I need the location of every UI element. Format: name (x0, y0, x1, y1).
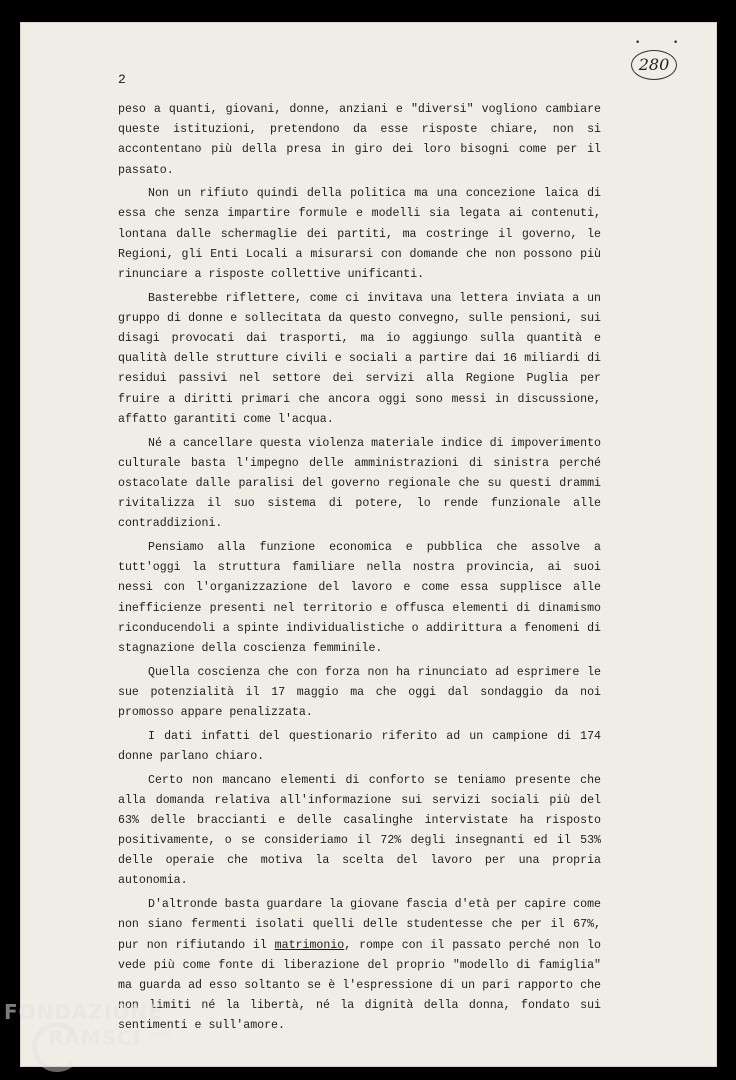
text-line: promosso appare penalizzata. (118, 705, 313, 719)
watermark-line-2: RAMSCI (48, 1026, 142, 1050)
text-line: delle operaie che motiva la scelta del lavoro per una propria (118, 854, 601, 868)
text-line: Non un rifiuto quindi della politica ma una concezione laica di (148, 187, 601, 201)
text-line: lontana dalle schermaglie dei partiti, ma costringe il governo, le (118, 227, 601, 241)
text-line: peso a quanti, giovani, donne, anziani e "diversi" vogliono cambiare (118, 103, 601, 116)
text-line: 63% delle braccianti e delle casalinghe intervistate ha risposto (118, 813, 601, 827)
text-line: qualità delle strutture civili e sociali a partire dai 16 miliardi di (118, 352, 601, 366)
text-line: queste istituzioni, pretendono da esse risposte chiare, non si (118, 123, 601, 137)
text-line: rinunciare a risposte collettive unificanti. (118, 268, 425, 281)
text-line: residui passivi nel settore dei servizi alla Regione Puglia per (118, 372, 601, 386)
watermark-line-1: FONDAZIONE (4, 1000, 163, 1024)
text-line: ma guarda ad esso soltanto se è l'espressione di un pari rapporto che (118, 978, 601, 992)
text-line: ostacolate dalle paralisi del governo regionale che su questi drammi (118, 476, 601, 490)
watermark-logo-icon (32, 1022, 82, 1072)
page-number: 2 (118, 72, 126, 87)
text-line: Né a cancellare questa violenza materiale indice di impoverimento (148, 436, 601, 450)
text-line: vede più come fonte di liberazione del proprio "modello di famiglia" (118, 958, 601, 972)
document-page (20, 22, 717, 1067)
text-line: riconducendoli a spinte individualistiche o addirittura a fenomeni di (118, 621, 601, 635)
text-line: I dati infatti del questionario riferito ad un campione di 174 (148, 729, 601, 743)
text-line: non siano fermenti isolati quelli delle studentesse che per il 67%, (118, 918, 601, 932)
watermark-line-3: onlus (148, 1030, 173, 1040)
text-line: accontentano più della presa in giro dei loro bisogni come per il (118, 143, 601, 157)
text-line: Pensiamo alla funzione economica e pubblica che assolve a (148, 540, 601, 554)
text-line: passato. (118, 163, 174, 177)
text-line: disagi provocati dai trasporti, ma io aggiungo sulla quantità e (118, 332, 601, 346)
watermark (4, 1000, 173, 1050)
text-line: Quella coscienza che con forza non ha rinunciato ad esprimere le (148, 665, 601, 679)
underlined-word: matrimonio (274, 938, 345, 952)
text-line: rivitalizza il suo sistema di potere, lo rende funzionale alle (118, 497, 601, 511)
text-line: nessi con l'organizzazione del lavoro e come essa supplisce alle (118, 581, 601, 595)
text-line: essa che senza impartire formule e modelli sia legata ai contenuti, (118, 207, 601, 221)
document-body-text (118, 100, 601, 1036)
text-line: sentimenti e sull'amore. (118, 1019, 285, 1033)
archive-number-stamp: 280 (631, 50, 677, 80)
text-line: Certo non mancano elementi di conforto se teniamo presente che (148, 773, 601, 787)
text-line: donne parlano chiaro. (118, 749, 265, 763)
text-line: Regioni, gli Enti Locali a misurarsi con domande che non possono più (118, 247, 601, 261)
text-line: Basterebbe riflettere, come ci invitava una lettera inviata a un (148, 291, 601, 305)
text-line: alla domanda relativa all'informazione sui servizi sociali più del (118, 793, 601, 807)
corner-mark-right: • (673, 38, 679, 48)
text-line: D'altronde basta guardare la giovane fascia d'età per capire come (148, 898, 601, 912)
text-line: fruire a diritti primari che ancora oggi sono messi in discussione, (118, 392, 601, 406)
text-line: culturale basta l'impegno delle amministrazioni di sinistra perché (118, 456, 601, 470)
text-line: non limiti né la libertà, né la dignità della donna, fondato sui (118, 999, 601, 1013)
text-line: affatto garantiti come l'acqua. (118, 412, 334, 426)
text-line: contraddizioni. (118, 517, 223, 531)
text-line: sue potenzialità il 17 maggio ma che oggi dal sondaggio da noi (118, 685, 601, 699)
corner-mark-left: • (635, 38, 641, 48)
text-line: autonomia. (118, 874, 188, 888)
text-line: inefficienze presenti nel territorio e offusca elementi di dinamismo (118, 601, 601, 615)
text-line: stagnazione della coscienza femminile. (118, 641, 383, 655)
text-line: gruppo di donne e sollecitata da questo convegno, sulle pensioni, sui (118, 311, 601, 325)
text-line: tutt'oggi la struttura familiare nella nostra provincia, ai suoi (118, 561, 601, 575)
text-line: pur non rifiutando il matrimonio, rompe con il passato perché non lo (118, 938, 602, 952)
text-line: positivamente, o se consideriamo il 72% degli insegnanti ed il 53% (118, 834, 601, 848)
